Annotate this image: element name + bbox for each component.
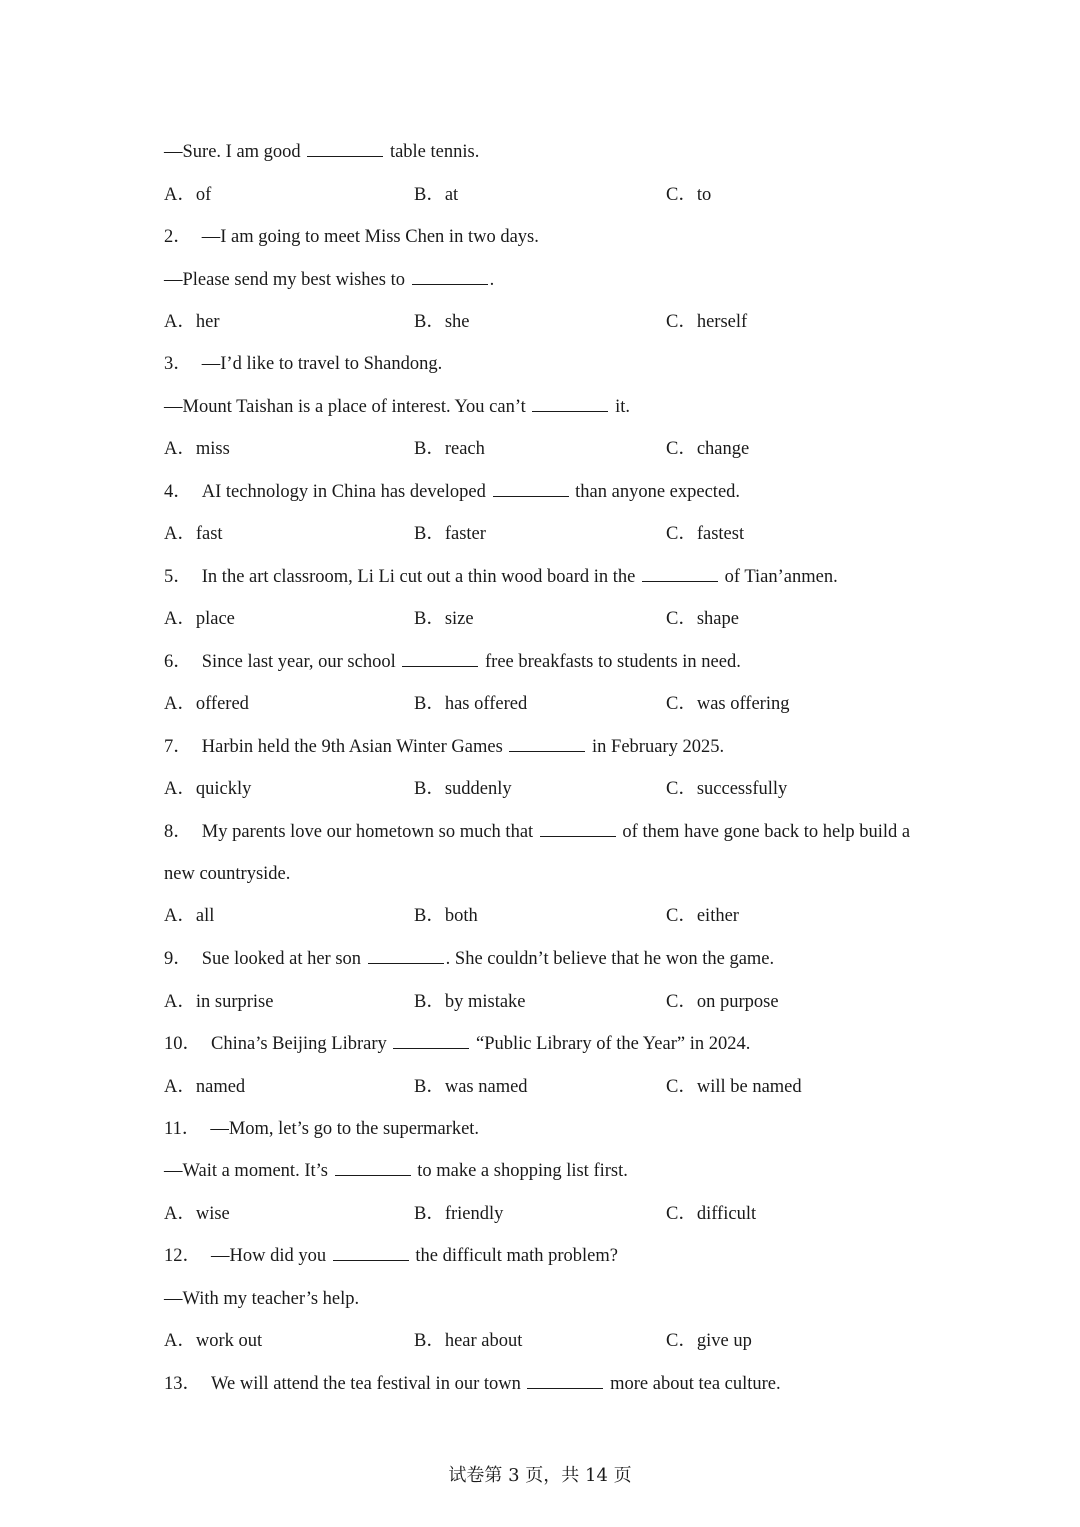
q12-number: 12．: [164, 1246, 202, 1266]
q3-option-b: B．reach: [414, 439, 485, 459]
q4-stem-part-b: than anyone expected.: [575, 482, 741, 502]
q8-option-b: B．both: [414, 906, 478, 926]
q9-stem-part-a: Sue looked at her son: [201, 949, 362, 969]
q10-option-c: C．will be named: [666, 1077, 802, 1097]
answer-blank: [493, 480, 569, 497]
q11-number: 11．: [164, 1119, 201, 1139]
q5-stem-part-a: In the art classroom, Li Li cut out a thin wood board in the: [201, 567, 636, 587]
q7-option-b: B．suddenly: [414, 779, 512, 799]
answer-blank: [335, 1159, 411, 1176]
answer-blank: [393, 1032, 469, 1049]
q9-stem-part-b: . She couldn’t believe that he won the game.: [445, 949, 775, 969]
q1-option-b: B．at: [414, 185, 459, 205]
q7-stem-part-a: Harbin held the 9th Asian Winter Games: [201, 737, 503, 757]
q7-stem-part-b: in February 2025.: [592, 737, 725, 757]
q3-number: 3．: [164, 354, 192, 374]
q3-stem-part-a: —Mount Taishan is a place of interest. You can’t: [164, 397, 526, 417]
q9-option-c: C．on purpose: [666, 992, 779, 1012]
q3-stem-2: [164, 395, 630, 419]
q8-stem-2: new countryside.: [164, 864, 291, 884]
q2-stem-text: —I am going to meet Miss Chen in two days.: [201, 227, 539, 247]
q2-stem-part-b: .: [489, 270, 495, 290]
q2-stem-2: [164, 268, 494, 292]
q11-stem-2: [164, 1159, 628, 1183]
q9-number: 9．: [164, 949, 192, 969]
q8-number: 8．: [164, 822, 192, 842]
q6-stem-part-a: Since last year, our school: [201, 652, 396, 672]
q1-stem-part-a: —Sure. I am good: [164, 142, 301, 162]
q1-option-a: A．of: [164, 185, 212, 205]
q3-stem-text: —I’d like to travel to Shandong.: [201, 354, 443, 374]
answer-blank: [642, 565, 718, 582]
q6-option-b: B．has offered: [414, 694, 528, 714]
q4-option-c: C．fastest: [666, 524, 745, 544]
q5-stem-part-b: of Tian’anmen.: [724, 567, 838, 587]
q11-option-a: A．wise: [164, 1204, 230, 1224]
q2-stem-part-a: —Please send my best wishes to: [164, 270, 405, 290]
answer-blank: [532, 395, 608, 412]
q12-stem-part-b: the difficult math problem?: [415, 1246, 618, 1266]
q3-stem-part-b: it.: [615, 397, 630, 417]
q4-stem: [164, 480, 740, 504]
q8-stem-part-a: My parents love our hometown so much that: [201, 822, 534, 842]
q7-number: 7．: [164, 737, 192, 757]
q8-option-a: A．all: [164, 906, 215, 926]
answer-blank: [527, 1372, 603, 1389]
q10-number: 10．: [164, 1034, 202, 1054]
q8-option-c: C．either: [666, 906, 739, 926]
q12-option-b: B．hear about: [414, 1331, 523, 1351]
q1-stem-part-b: table tennis.: [389, 142, 480, 162]
q11-option-c: C．difficult: [666, 1204, 757, 1224]
q3-option-a: A．miss: [164, 439, 230, 459]
q13-stem-part-b: more about tea culture.: [610, 1374, 781, 1394]
q10-stem: [164, 1032, 750, 1056]
q2-option-b: B．she: [414, 312, 470, 332]
q4-option-a: A．fast: [164, 524, 223, 544]
q1-option-c: C．to: [666, 185, 712, 205]
q2-number: 2．: [164, 227, 192, 247]
q5-option-c: C．shape: [666, 609, 739, 629]
answer-blank: [509, 735, 585, 752]
q12-stem: [164, 1244, 618, 1268]
q5-option-a: A．place: [164, 609, 235, 629]
q9-stem: [164, 947, 774, 971]
q5-stem: [164, 565, 838, 589]
q6-stem-part-b: free breakfasts to students in need.: [485, 652, 741, 672]
q9-option-a: A．in surprise: [164, 992, 274, 1012]
q11-stem-part-a: —Wait a moment. It’s: [164, 1161, 328, 1181]
q13-number: 13．: [164, 1374, 202, 1394]
q10-option-a: A．named: [164, 1077, 246, 1097]
answer-blank: [333, 1244, 409, 1261]
answer-blank: [412, 268, 488, 285]
answer-blank: [307, 140, 383, 157]
q11-option-b: B．friendly: [414, 1204, 504, 1224]
answer-blank: [540, 820, 616, 837]
q12-stem-part-a: —How did you: [211, 1246, 327, 1266]
q8-stem: [164, 820, 910, 844]
page-footer: 试卷第 3 页，共 14 页: [448, 1465, 632, 1486]
q4-number: 4．: [164, 482, 192, 502]
q12-stem-2: —With my teacher’s help.: [164, 1289, 360, 1309]
q2-option-c: C．herself: [666, 312, 748, 332]
q5-number: 5．: [164, 567, 192, 587]
q1-stem: [164, 140, 479, 164]
q10-option-b: B．was named: [414, 1077, 528, 1097]
q10-stem-part-b: “Public Library of the Year” in 2024.: [476, 1034, 751, 1054]
q6-option-c: C．was offering: [666, 694, 790, 714]
q11-stem: [164, 1117, 479, 1141]
answer-blank: [368, 947, 444, 964]
q7-stem: [164, 735, 724, 759]
q5-option-b: B．size: [414, 609, 474, 629]
answer-blank: [402, 650, 478, 667]
q7-option-c: C．successfully: [666, 779, 788, 799]
q6-number: 6．: [164, 652, 192, 672]
q10-stem-part-a: China’s Beijing Library: [211, 1034, 387, 1054]
q12-option-c: C．give up: [666, 1331, 752, 1351]
q2-stem: [164, 225, 539, 249]
q3-stem: [164, 352, 442, 376]
q9-option-b: B．by mistake: [414, 992, 526, 1012]
q11-stem-part-b: to make a shopping list first.: [417, 1161, 628, 1181]
q13-stem-part-a: We will attend the tea festival in our town: [211, 1374, 521, 1394]
q3-option-c: C．change: [666, 439, 750, 459]
q8-stem-part-b: of them have gone back to help build a: [622, 822, 911, 842]
q2-option-a: A．her: [164, 312, 220, 332]
q13-stem: [164, 1372, 781, 1396]
q6-option-a: A．offered: [164, 694, 249, 714]
q7-option-a: A．quickly: [164, 779, 252, 799]
q12-option-a: A．work out: [164, 1331, 263, 1351]
q6-stem: [164, 650, 741, 674]
q4-option-b: B．faster: [414, 524, 486, 544]
q11-stem-text: —Mom, let’s go to the supermarket.: [210, 1119, 480, 1139]
q4-stem-part-a: AI technology in China has developed: [201, 482, 486, 502]
